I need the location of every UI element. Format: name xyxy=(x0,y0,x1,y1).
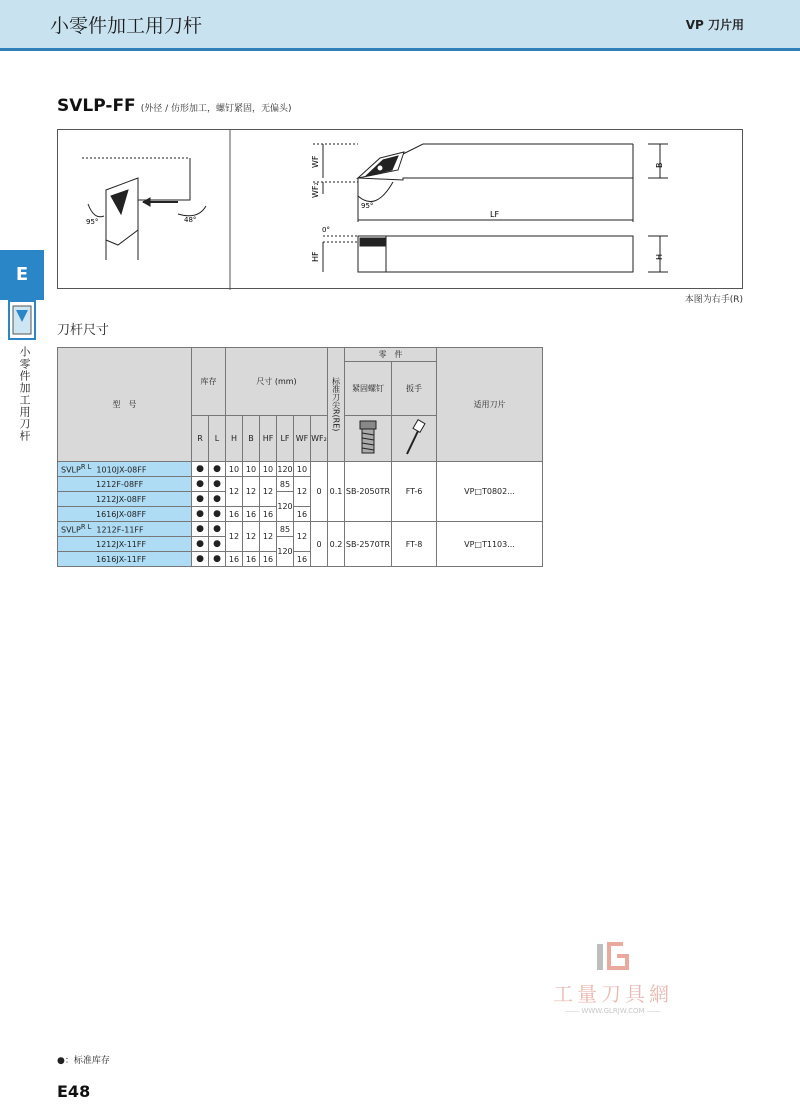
stock-r: ● xyxy=(192,462,209,477)
wf-label: WF xyxy=(311,155,320,168)
model-code: 1616JX-11FF xyxy=(58,552,192,567)
header-rule xyxy=(0,48,800,51)
nose-radius: 0.2 xyxy=(328,522,345,567)
side-view xyxy=(323,236,668,272)
stock-l: ● xyxy=(209,507,226,522)
page-title: 小零件加工用刀杆 xyxy=(50,15,203,37)
page-number: E48 xyxy=(57,1082,91,1101)
angle-0-label: 0° xyxy=(322,226,330,234)
stock-l: ● xyxy=(209,462,226,477)
dim-wf: 12 xyxy=(294,477,311,507)
table-row xyxy=(58,462,543,477)
model-code: 1010JX-08FF xyxy=(96,465,147,475)
dim-b: 16 xyxy=(243,552,260,567)
wrench-icon xyxy=(399,418,429,458)
h-label: H xyxy=(655,253,664,260)
hf-label: HF xyxy=(311,251,320,262)
col-wf: WF xyxy=(294,416,311,462)
right-hand-note: 本图为右手(R) xyxy=(684,295,743,305)
holder-drawing xyxy=(58,130,744,290)
lf-label: LF xyxy=(490,210,500,219)
dim-b: 12 xyxy=(243,477,260,507)
holder-spec-table xyxy=(57,347,543,567)
dim-wf: 12 xyxy=(294,522,311,552)
col-lf: LF xyxy=(277,416,294,462)
screw-part: SB-2050TR xyxy=(345,462,392,522)
watermark-logo-icon xyxy=(593,942,633,972)
stock-l: ● xyxy=(209,537,226,552)
stock-l: ● xyxy=(209,522,226,537)
dim-wf: 16 xyxy=(294,552,311,567)
application-view xyxy=(82,158,206,260)
col-wf2: WF₂ xyxy=(311,416,328,462)
screw-part: SB-2570TR xyxy=(345,522,392,567)
holder-diagram xyxy=(57,129,743,289)
table-row xyxy=(58,522,543,537)
stock-l: ● xyxy=(209,477,226,492)
b-label: B xyxy=(655,162,664,168)
dim-wf2: 0 xyxy=(311,522,328,567)
insert-part: VP□T1103... xyxy=(437,522,543,567)
col-screw: 紧固螺钉 xyxy=(345,362,392,416)
angle-95-top-label: 95° xyxy=(361,202,374,210)
wrench-part: FT-6 xyxy=(392,462,437,522)
nose-radius: 0.1 xyxy=(328,462,345,522)
insert-part: VP□T0802... xyxy=(437,462,543,522)
dim-lf: 120 xyxy=(277,462,294,477)
dim-b: 16 xyxy=(243,507,260,522)
dim-lf: 120 xyxy=(277,537,294,567)
sidebar-vertical-label: 小零件加工用刀杆 xyxy=(18,346,31,442)
dim-h: 12 xyxy=(226,477,243,507)
stock-legend: ●：标准库存 xyxy=(57,1056,110,1066)
model-code: 1212JX-11FF xyxy=(58,537,192,552)
dim-b: 12 xyxy=(243,522,260,552)
stock-r: ● xyxy=(192,552,209,567)
dim-hf: 10 xyxy=(260,462,277,477)
dim-h: 10 xyxy=(226,462,243,477)
angle-95-label: 95° xyxy=(86,218,99,226)
wrench-part: FT-8 xyxy=(392,522,437,567)
model-code: 1212F-08FF xyxy=(58,477,192,492)
wf2-label: WF₂ xyxy=(311,182,320,198)
model-rl: R L xyxy=(80,523,92,532)
dim-lf: 120 xyxy=(277,492,294,522)
section-tab-e[interactable]: E xyxy=(0,250,44,300)
dim-wf2: 0 xyxy=(311,462,328,522)
holder-code: SVLP-FF xyxy=(57,96,136,116)
holder-thumbnail-icon xyxy=(8,300,36,340)
watermark-url: —— WWW.GLRJW.COM —— xyxy=(565,1007,661,1015)
holder-description: (外径 / 仿形加工，螺钉紧固，无偏头) xyxy=(140,104,292,114)
insert-type-label: VP 刀片用 xyxy=(685,18,744,32)
col-wrench: 扳手 xyxy=(392,362,437,416)
angle-48-label: 48° xyxy=(184,216,197,224)
watermark xyxy=(548,942,678,1015)
watermark-text: 工量刀具網 xyxy=(553,982,673,1006)
dim-h: 12 xyxy=(226,522,243,552)
col-dims: 尺寸 (mm) xyxy=(226,348,328,416)
model-rl: R L xyxy=(80,463,92,472)
col-model: 型 号 xyxy=(58,348,192,462)
col-l: L xyxy=(209,416,226,462)
col-r: R xyxy=(192,416,209,462)
col-b: B xyxy=(243,416,260,462)
model-code: 1616JX-08FF xyxy=(58,507,192,522)
col-parts: 零 件 xyxy=(345,348,437,362)
model-prefix: SVLP xyxy=(61,465,81,475)
col-stock: 库存 xyxy=(192,348,226,416)
col-insert: 适用刀片 xyxy=(437,348,543,462)
dim-h: 16 xyxy=(226,552,243,567)
stock-r: ● xyxy=(192,507,209,522)
model-code: 1212JX-08FF xyxy=(58,492,192,507)
model-code: 1212F-11FF xyxy=(96,525,144,535)
model-prefix: SVLP xyxy=(61,525,81,535)
stock-r: ● xyxy=(192,477,209,492)
dim-wf: 16 xyxy=(294,507,311,522)
stock-l: ● xyxy=(209,492,226,507)
dim-h: 16 xyxy=(226,507,243,522)
table-title: 刀杆尺寸 xyxy=(57,323,110,338)
dim-hf: 12 xyxy=(260,522,277,552)
dim-lf: 85 xyxy=(277,477,294,492)
screw-icon xyxy=(353,418,383,458)
dim-wf: 10 xyxy=(294,462,311,477)
dim-hf: 12 xyxy=(260,477,277,507)
col-nose-radius: 标准刀尖R(RE) xyxy=(331,377,341,432)
dim-lf: 85 xyxy=(277,522,294,537)
section-title xyxy=(57,96,292,116)
dim-hf: 16 xyxy=(260,552,277,567)
stock-l: ● xyxy=(209,552,226,567)
stock-r: ● xyxy=(192,492,209,507)
stock-r: ● xyxy=(192,522,209,537)
col-hf: HF xyxy=(260,416,277,462)
dim-hf: 16 xyxy=(260,507,277,522)
dim-b: 10 xyxy=(243,462,260,477)
col-h: H xyxy=(226,416,243,462)
stock-r: ● xyxy=(192,537,209,552)
